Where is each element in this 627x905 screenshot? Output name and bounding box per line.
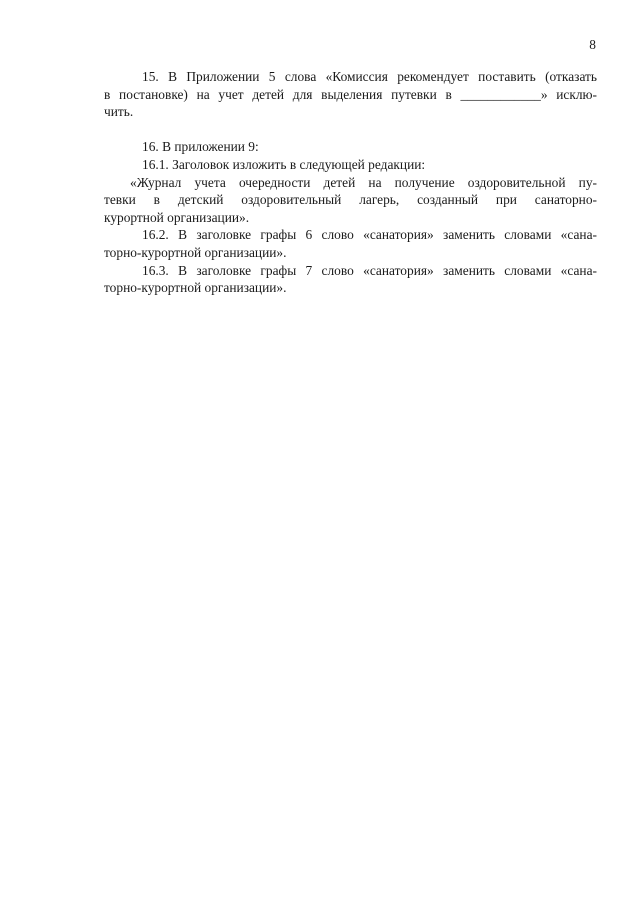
item15-line3: чить. (104, 104, 134, 120)
paragraph-gap (104, 121, 597, 139)
item16-line6: 16.2. В заголовке графы 6 слово «санатория» заменить словами «сана- (142, 227, 597, 243)
item15-line1: 15. В Приложении 5 слова «Комиссия рекомендует поставить (отказать (142, 69, 597, 84)
item16-line9: торно-курортной организации». (104, 280, 287, 296)
item16-line2: 16.1. Заголовок изложить в следующей редакции: (142, 156, 426, 172)
item16-line8: 16.3. В заголовке графы 7 слово «санатория» заменить словами «сана- (142, 262, 597, 278)
item16-line1: 16. В приложении 9: (142, 139, 259, 155)
item16-line3: «Журнал учета очередности детей на получение оздоровительной пу- (130, 174, 597, 190)
item16-line4: тевки в детский оздоровительный лагерь, созданный при санаторно- (104, 192, 597, 208)
item15-line2: в постановке) на учет детей для выделения путевки в ____________» исклю- (104, 86, 597, 102)
page-number: 8 (589, 37, 596, 52)
item16-line5: курортной организации». (104, 209, 250, 225)
item16-line7: торно-курортной организации». (104, 244, 287, 260)
document-body (104, 68, 597, 297)
